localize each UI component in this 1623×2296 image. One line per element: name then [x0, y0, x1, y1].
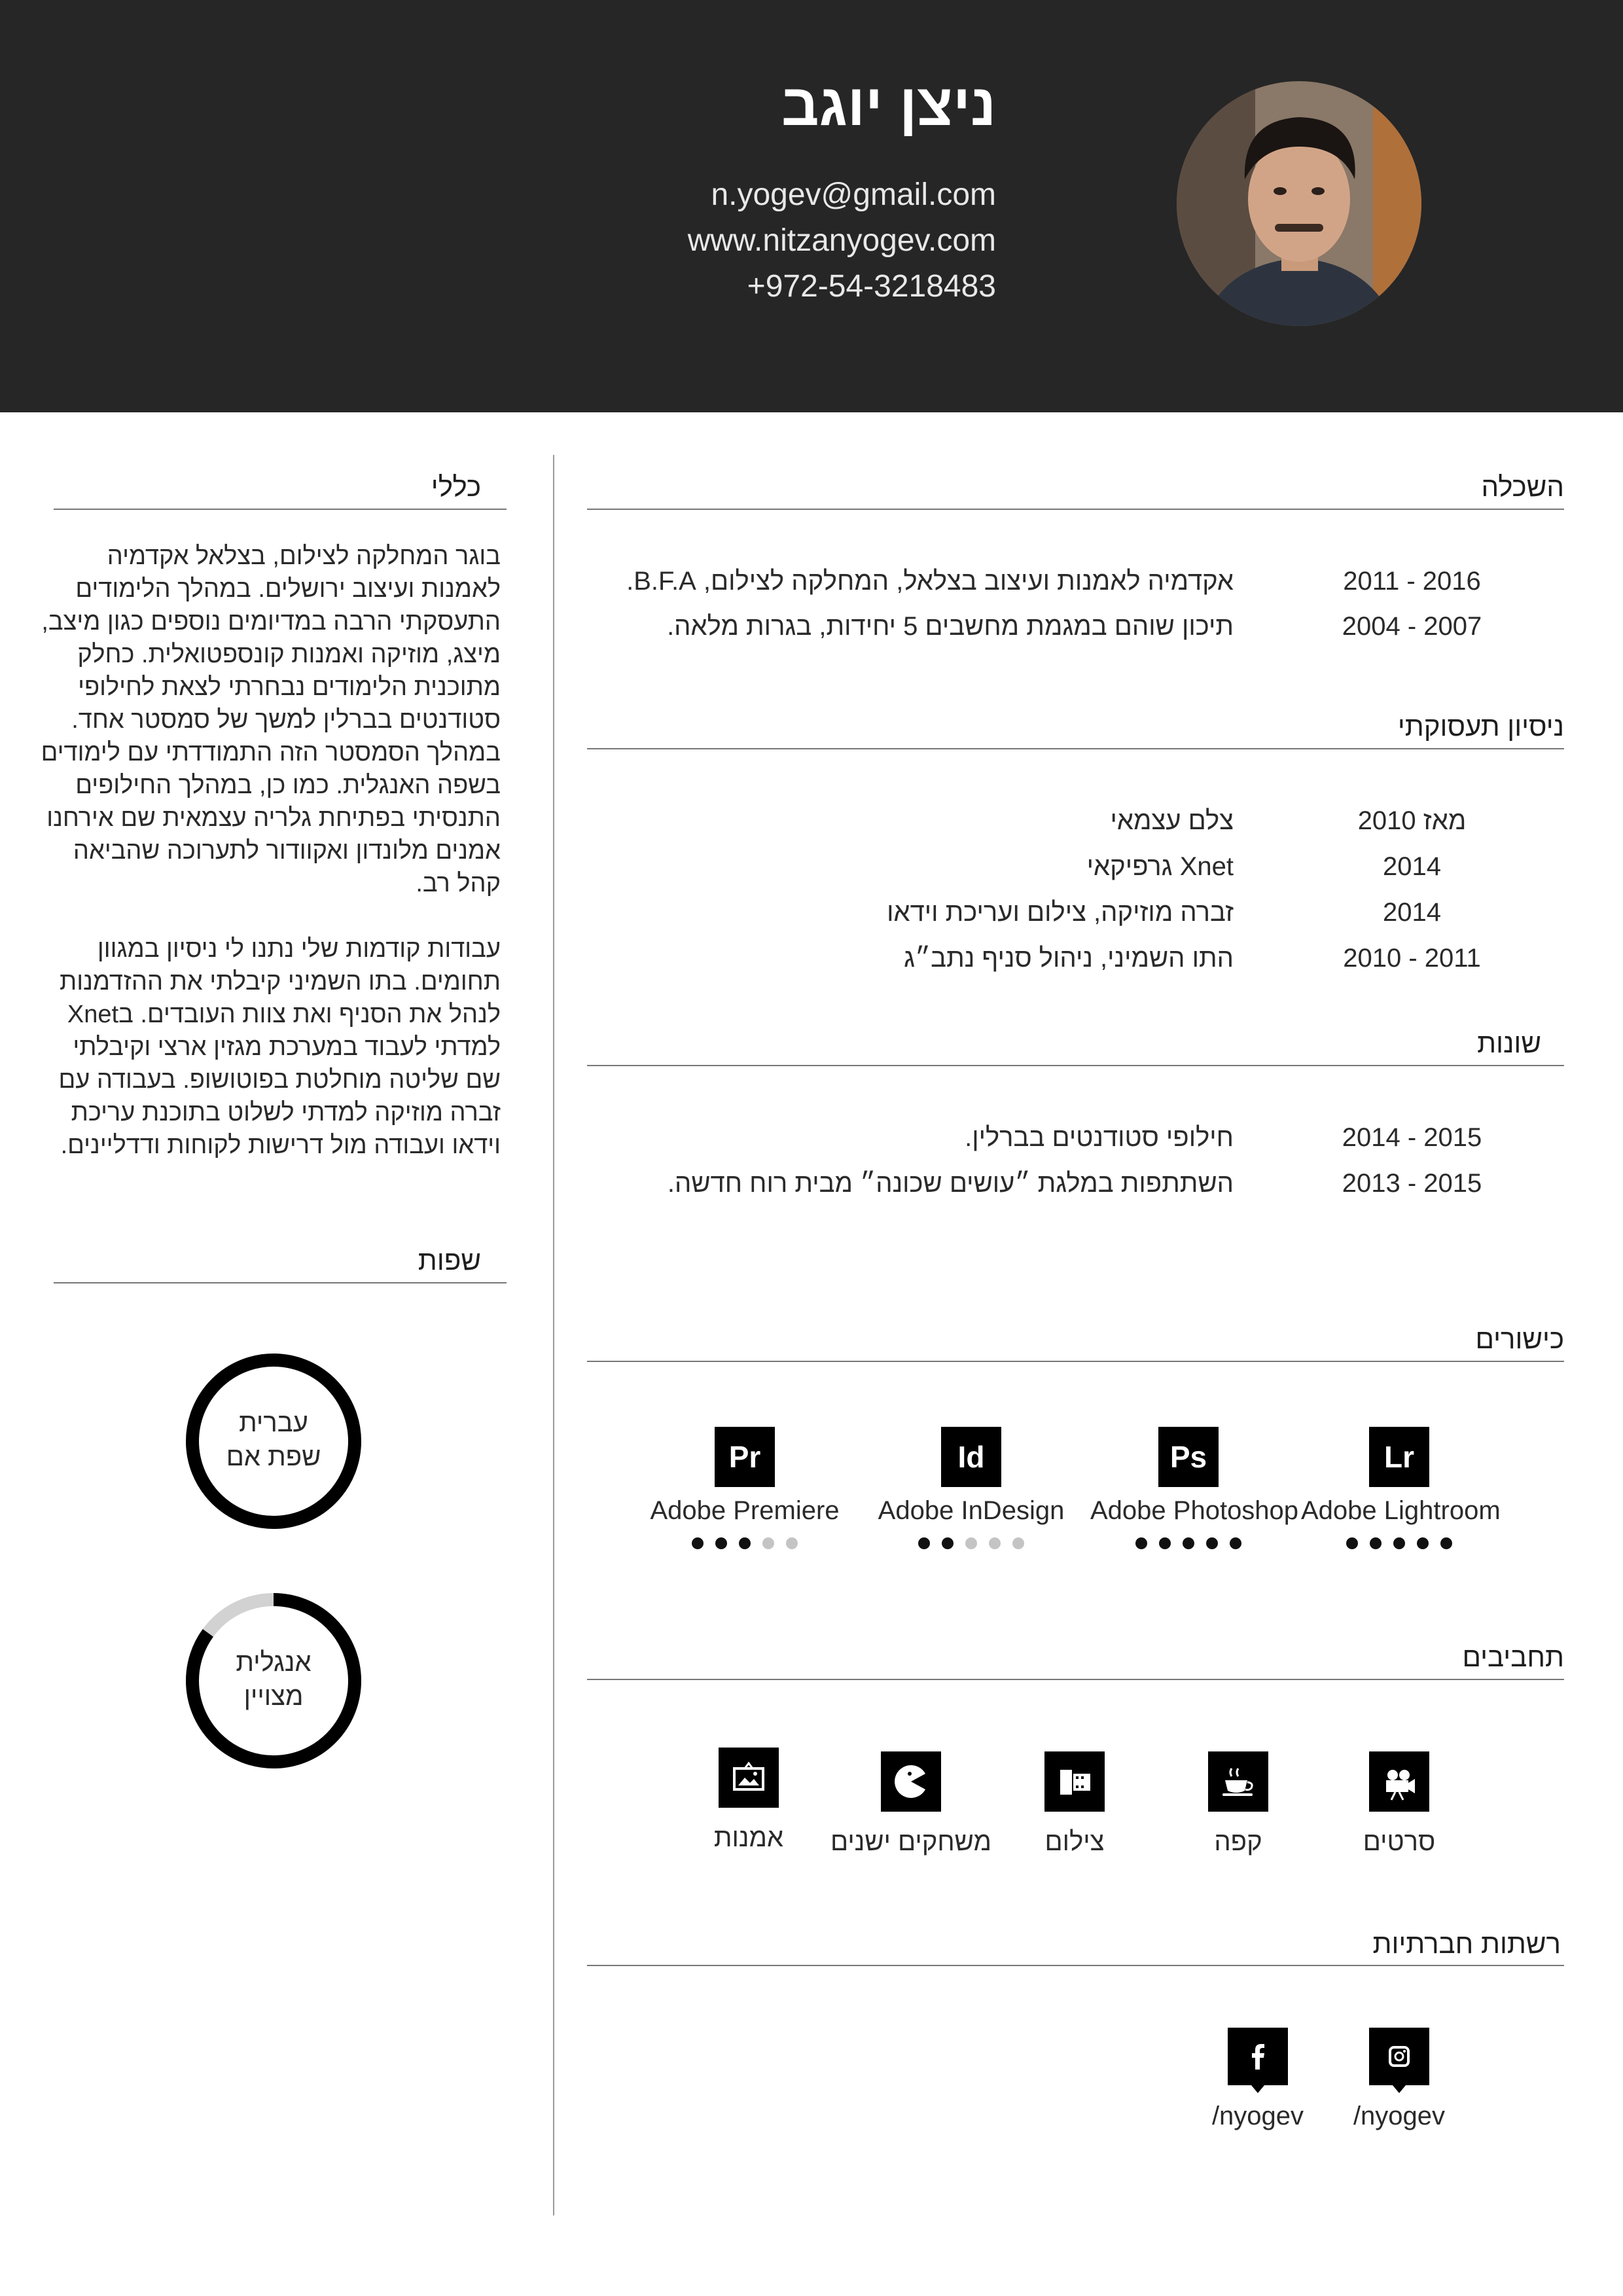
skill-name: Adobe Premiere	[650, 1496, 840, 1525]
rating-dot	[1393, 1537, 1405, 1549]
skill-name: Adobe Lightroom	[1301, 1496, 1501, 1525]
misc-desc: חילופי סטודנטים בברלין.	[965, 1123, 1234, 1152]
experience-years: מאז 2010	[1357, 806, 1467, 835]
rating-dot	[918, 1537, 930, 1549]
experience-years: 2010 - 2011	[1343, 944, 1481, 973]
avatar	[1177, 81, 1421, 326]
email-text: n.yogev@gmail.com	[711, 177, 996, 212]
social-instagram[interactable]	[1327, 2028, 1471, 2131]
rating-dot	[739, 1537, 751, 1549]
section-rule	[587, 1361, 1564, 1362]
pacman-icon	[881, 1751, 941, 1812]
section-rule	[587, 1065, 1564, 1066]
skill-indesign	[873, 1427, 1069, 1552]
skill-premiere	[647, 1427, 843, 1552]
skill-photoshop	[1090, 1427, 1299, 1552]
hobby-label: אמנות	[713, 1823, 784, 1852]
section-title-general: כללי	[431, 471, 481, 502]
social-handle[interactable]: /nyogev	[1353, 2102, 1446, 2130]
rating-dot	[942, 1537, 954, 1549]
skill-rating	[647, 1537, 843, 1552]
premiere-icon: Pr	[715, 1427, 775, 1487]
hobby-label: סרטים	[1363, 1827, 1436, 1856]
rating-dot	[1159, 1537, 1171, 1549]
website-text: www.nitzanyogev.com	[687, 223, 996, 258]
rating-dot	[1012, 1537, 1024, 1549]
rating-dot	[762, 1537, 774, 1549]
hobby-retro-games	[826, 1751, 996, 1859]
language-name: אנגלית	[236, 1648, 312, 1677]
experience-desc: Xnet גרפיקאי	[1086, 852, 1234, 881]
rating-dot	[989, 1537, 1001, 1549]
phone-text: +972-54-3218483	[747, 269, 996, 304]
hobby-label: משחקים ישנים	[830, 1827, 991, 1856]
education-desc: תיכון שוהם במגמת מחשבים 5 יחידות, בגרות מלאה.	[667, 612, 1234, 641]
rating-dot	[692, 1537, 704, 1549]
section-rule	[54, 509, 507, 510]
language-name: עברית	[239, 1408, 308, 1437]
section-title-languages: שפות	[418, 1245, 481, 1276]
picture-frame-icon	[719, 1748, 779, 1808]
hobby-label: צילום	[1044, 1827, 1105, 1856]
hobby-coffee	[1153, 1751, 1323, 1859]
film-roll-icon	[1044, 1751, 1105, 1812]
hobby-photography	[990, 1751, 1160, 1859]
skill-rating	[1301, 1537, 1497, 1552]
skill-name: Adobe InDesign	[878, 1496, 1065, 1525]
section-title-misc: שונות	[1477, 1028, 1541, 1058]
skill-name: Adobe Photoshop	[1090, 1496, 1299, 1525]
misc-years: 2013 - 2015	[1342, 1169, 1482, 1198]
education-years: 2011 - 2016	[1343, 567, 1481, 596]
facebook-icon[interactable]	[1228, 2028, 1288, 2093]
skill-rating	[1090, 1537, 1287, 1552]
education-years: 2004 - 2007	[1342, 612, 1482, 641]
experience-years: 2014	[1383, 898, 1441, 927]
hobby-art	[664, 1748, 834, 1855]
section-rule	[587, 748, 1564, 749]
misc-desc: השתתפות במלגת ״עושים שכונה״ מבית רוח חדשה.	[667, 1169, 1234, 1198]
general-paragraph-1: בוגר המחלקה לצילום, בצלאל אקדמיה לאמנות ועיצוב ירושלים. במהלך הלימודים התעסקתי הרבה במדיומים נוספים כגון מיצב, מיצג, מוזיקה ואמנות קונספטואלית. כחלק מתוכנית הלימודים נבחרתי לצאת לחילופי סטודנטים בברלין למשך של סמסטר אחד. במהלך הסמסטר הזה התמודדתי עם לימודים בשפה האנגלית. כמו כן, במהלך החילופים התנסיתי בפתיחת גלריה עצמאית שם אירחנו אמנים מלונדון ואקוודור לתערוכה שהביאה קהל רב.	[41, 543, 501, 897]
section-rule	[54, 1282, 507, 1283]
rating-dot	[1440, 1537, 1452, 1549]
column-divider	[553, 455, 554, 2215]
section-title-hobbies: תחביבים	[1462, 1641, 1564, 1672]
lightroom-icon: Lr	[1369, 1427, 1429, 1487]
rating-dot	[1206, 1537, 1218, 1549]
hobby-label: קפה	[1214, 1827, 1262, 1856]
header-bar	[0, 0, 1623, 412]
section-rule	[587, 1965, 1564, 1966]
rating-dot	[965, 1537, 977, 1549]
rating-dot	[1183, 1537, 1194, 1549]
instagram-icon[interactable]	[1369, 2028, 1429, 2093]
rating-dot	[1230, 1537, 1241, 1549]
rating-dot	[786, 1537, 798, 1549]
photoshop-icon: Ps	[1158, 1427, 1219, 1487]
experience-desc: התו השמיני, ניהול סניף נתב״ג	[904, 944, 1234, 973]
movie-camera-icon	[1369, 1751, 1429, 1812]
language-level: שפת אם	[226, 1443, 321, 1471]
section-title-education: השכלה	[1481, 471, 1564, 502]
rating-dot	[1370, 1537, 1382, 1549]
rating-dot	[1135, 1537, 1147, 1549]
education-desc: אקדמיה לאמנות ועיצוב בצלאל, המחלקה לצילום, B.F.A.	[626, 567, 1234, 596]
rating-dot	[1417, 1537, 1429, 1549]
section-rule	[587, 1679, 1564, 1680]
section-title-skills: כישורים	[1475, 1323, 1564, 1354]
rating-dot	[1346, 1537, 1358, 1549]
skill-rating	[873, 1537, 1069, 1552]
person-name: ניצן יוגב	[781, 73, 996, 138]
indesign-icon: Id	[941, 1427, 1001, 1487]
section-rule	[587, 509, 1564, 510]
section-title-social: רשתות חברתיות	[1372, 1928, 1561, 1959]
hobby-movies	[1314, 1751, 1484, 1859]
misc-years: 2014 - 2015	[1342, 1123, 1482, 1152]
social-handle[interactable]: /nyogev	[1211, 2102, 1304, 2130]
section-title-experience: ניסיון תעסוקתי	[1397, 711, 1564, 742]
rating-dot	[715, 1537, 727, 1549]
coffee-cup-icon	[1208, 1751, 1268, 1812]
skill-lightroom	[1301, 1427, 1501, 1552]
language-level: מצויין	[243, 1682, 304, 1711]
experience-years: 2014	[1383, 852, 1441, 881]
general-paragraph-2: עבודות קודמות שלי נתנו לי ניסיון במגוון תחומים. בתו השמיני קיבלתי את ההזדמנות לנהל את הסניף ואת צוות העובדים. בXnet למדתי לעבוד במערכת מגזין ארצי וקיבלתי שם שליטה מוחלטת בפוטושופ. בעבודה עם זברה מוזיקה למדתי לשלוט בתוכנת עריכת וידאו ועבודה מול דרישות לקוחות ודדליינים.	[58, 935, 501, 1159]
social-facebook[interactable]	[1186, 2028, 1330, 2131]
experience-desc: זברה מוזיקה, צילום ועריכת וידאו	[887, 898, 1234, 927]
experience-desc: צלם עצמאי	[1110, 806, 1234, 835]
